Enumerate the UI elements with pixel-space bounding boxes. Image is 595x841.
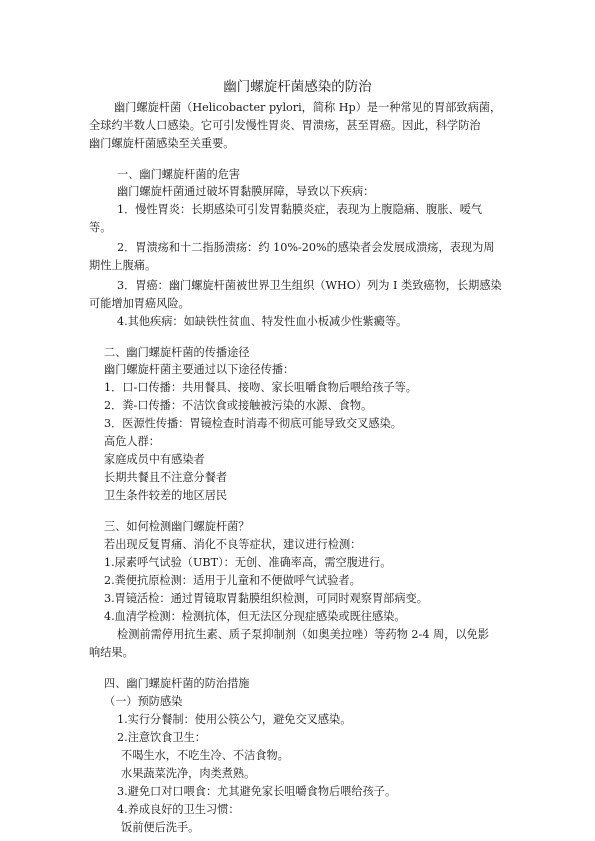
paragraph-line: 若出现反复胃痛、消化不良等症状，建议进行检测： (104, 538, 362, 551)
list-item: 2．粪-口传播：不洁饮食或接触被污染的水源、食物。 (104, 399, 373, 412)
section-heading: 四、幽门螺旋杆菌的防治措施 (104, 677, 250, 690)
paragraph-continuation: 响结果。 (89, 646, 134, 659)
section-heading: 二、幽门螺旋杆菌的传播途径 (104, 346, 250, 359)
document-title: 幽门螺旋杆菌感染的防治 (223, 79, 372, 95)
section-heading: 一、幽门螺旋杆菌的危害 (117, 168, 241, 181)
list-item: 1．口-口传播：共用餐具、接吻、家长咀嚼食物后喂给孩子等。 (104, 381, 417, 394)
intro-line: 全球约半数人口感染。它可引发慢性胃炎、胃溃疡，甚至胃癌。因此，科学防治 (89, 119, 481, 132)
intro-line: 幽门螺旋杆菌（Helicobacter pylori，简称 Hp）是一种常见的胃部致病菌， (114, 101, 502, 114)
paragraph-line: 检测前需停用抗生素、质子泵抑制剂（如奥美拉唑）等药物 2-4 周，以免影 (117, 628, 489, 641)
list-item: 4.养成良好的卫生习惯： (117, 803, 240, 816)
paragraph-line: 高危人群： (104, 435, 160, 448)
section-heading: 三、如何检测幽门螺旋杆菌？ (104, 520, 250, 533)
list-item: 2．胃溃疡和十二指肠溃疡：约 10%-20%的感染者会发展成溃疡，表现为周 (117, 241, 495, 254)
list-item-continuation: 期性上腹痛。 (89, 259, 157, 272)
sub-list-item: 饭前便后洗手。 (121, 821, 200, 834)
subsection-heading: （一）预防感染 (104, 695, 183, 708)
sub-list-item: 水果蔬菜洗净，肉类煮熟。 (121, 767, 256, 780)
list-item: 3．医源性传播：胃镜检查时消毒不彻底可能导致交叉感染。 (104, 417, 402, 430)
paragraph-line: 幽门螺旋杆菌通过破坏胃黏膜屏障，导致以下疾病： (117, 185, 375, 198)
list-item: 长期共餐且不注意分餐者 (104, 471, 228, 484)
list-item-continuation: 可能增加胃癌风险。 (89, 297, 190, 310)
list-item: 2.注意饮食卫生： (117, 731, 206, 744)
list-item: 1.实行分餐制：使用公筷公勺，避免交叉感染。 (117, 713, 352, 726)
list-item-continuation: 等。 (89, 221, 112, 234)
list-item: 4.其他疾病：如缺铁性贫血、特发性血小板减少性紫癜等。 (117, 315, 408, 328)
intro-line: 幽门螺旋杆菌感染至关重要。 (89, 137, 235, 150)
list-item: 4.血清学检测：检测抗体，但无法区分现症感染或既往感染。 (104, 610, 406, 623)
list-item: 卫生条件较差的地区居民 (104, 489, 228, 502)
list-item: 2.粪便抗原检测：适用于儿童和不便做呼气试验者。 (104, 574, 361, 587)
paragraph-line: 幽门螺旋杆菌主要通过以下途径传播： (104, 363, 295, 376)
sub-list-item: 不喝生水，不吃生冷、不洁食物。 (121, 749, 289, 762)
list-item: 3．胃癌：幽门螺旋杆菌被世界卫生组织（WHO）列为 I 类致癌物，长期感染 (117, 279, 502, 292)
list-item: 1.尿素呼气试验（UBT）：无创、准确率高，需空腹进行。 (104, 556, 392, 569)
list-item: 3.胃镜活检：通过胃镜取胃黏膜组织检测，可同时观察胃部病变。 (104, 592, 428, 605)
list-item: 家庭成员中有感染者 (104, 453, 205, 466)
list-item: 1．慢性胃炎：长期感染可引发胃黏膜炎症，表现为上腹隐痛、腹胀、嗳气 (117, 203, 483, 216)
list-item: 3.避免口对口喂食：尤其避免家长咀嚼食物后喂给孩子。 (117, 785, 397, 798)
